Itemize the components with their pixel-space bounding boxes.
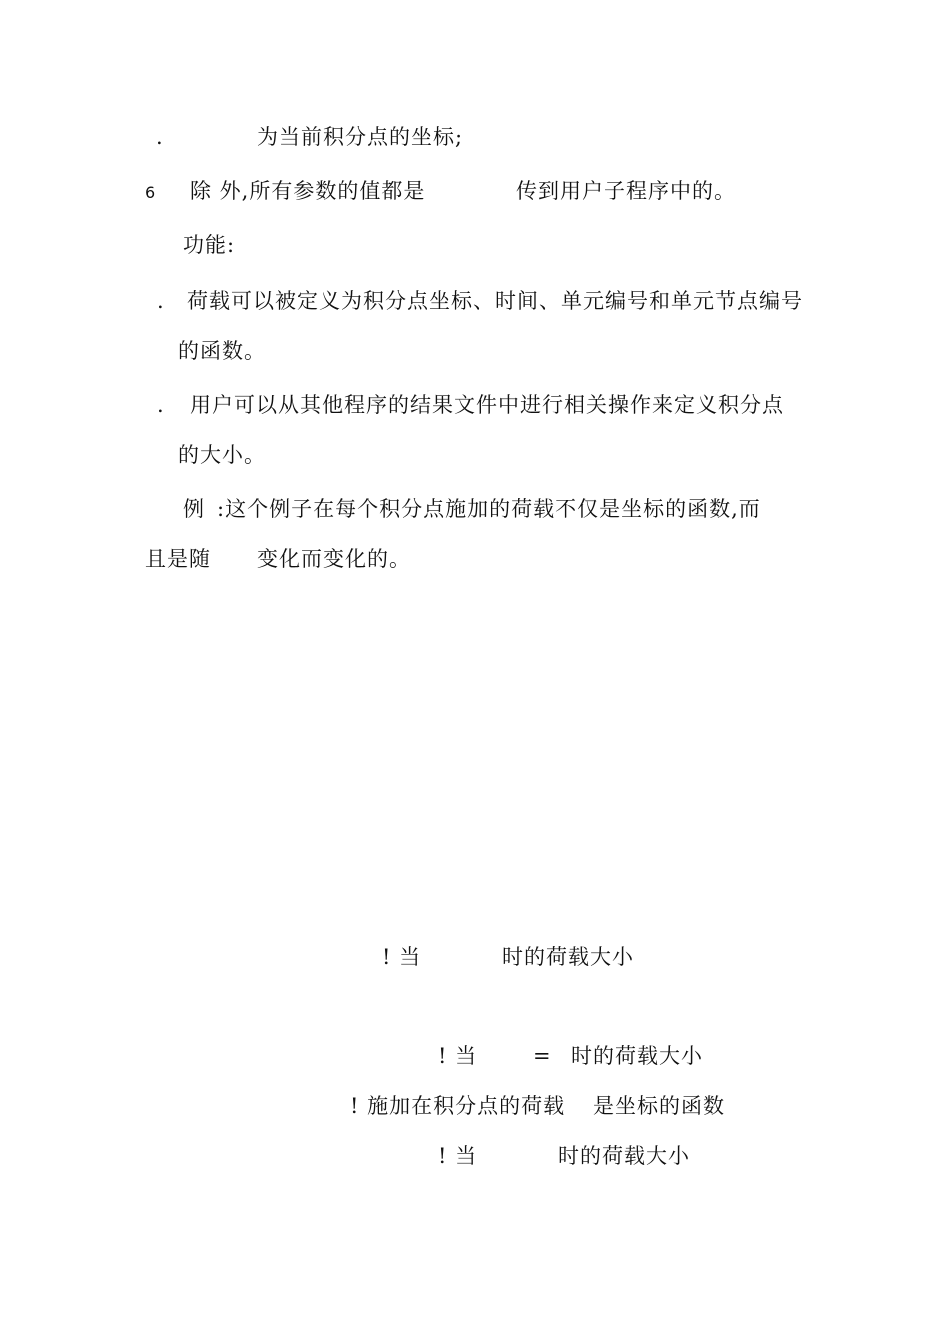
code-comment: ! 当 xyxy=(438,1144,478,1168)
example-label: 例 xyxy=(183,497,205,521)
example-text: 且是随 xyxy=(145,547,211,571)
section-heading: 功能: xyxy=(183,233,236,257)
code-comment: 时的荷载大小 xyxy=(571,1044,703,1068)
example-text: :这个例子在每个积分点施加的荷载不仅是坐标的函数,而 xyxy=(217,497,761,521)
list-item-text: 用户可以从其他程序的结果文件中进行相关操作来定义积分点 xyxy=(190,393,784,417)
code-comment: ! 当 xyxy=(382,945,422,969)
text-line: 传到用户子程序中的。 xyxy=(516,179,736,203)
example-text: 变化而变化的。 xyxy=(257,547,411,571)
list-item-text: 的大小。 xyxy=(178,443,266,467)
list-number: 6 xyxy=(145,183,157,202)
code-comment: 是坐标的函数 xyxy=(593,1094,725,1118)
list-item-text: 的函数。 xyxy=(178,339,266,363)
list-item-text: 荷载可以被定义为积分点坐标、时间、单元编号和单元节点编号 xyxy=(187,289,803,313)
code-comment: 时的荷载大小 xyxy=(558,1144,690,1168)
text-line: 除 外,所有参数的值都是 xyxy=(190,179,426,203)
bullet: . xyxy=(156,125,164,149)
text-line: 为当前积分点的坐标; xyxy=(257,125,464,149)
code-comment: ! 当 xyxy=(438,1044,478,1068)
bullet: . xyxy=(157,289,165,313)
bullet: . xyxy=(157,393,165,417)
code-operator: = xyxy=(533,1044,552,1068)
code-comment: ! 施加在积分点的荷载 xyxy=(350,1094,566,1118)
code-comment: 时的荷载大小 xyxy=(502,945,634,969)
